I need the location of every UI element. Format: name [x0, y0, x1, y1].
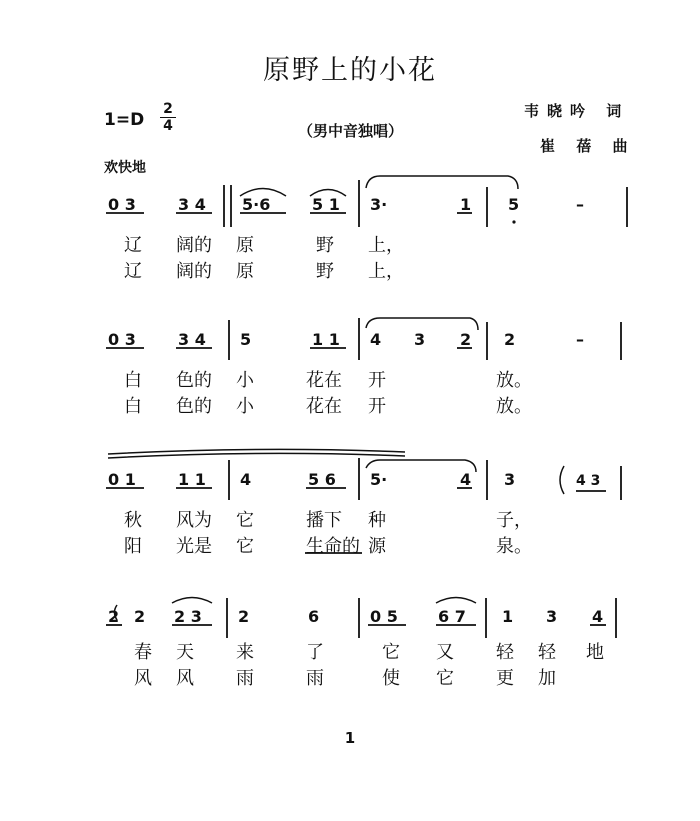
lyric: 地 [586, 642, 604, 663]
key-signature: 1=D [104, 110, 145, 130]
note-group: 1 1 [178, 470, 206, 489]
note-group: 6 [308, 607, 320, 626]
note-group: 2 [134, 607, 146, 626]
lyric: 春 [134, 642, 152, 663]
lyric: 风 [176, 668, 194, 689]
lyric: 放。 [496, 370, 532, 391]
note-group: 6 7 [438, 607, 466, 626]
lyric: 上， [368, 235, 404, 256]
note-group: 3 [504, 470, 516, 489]
lyric: 野 [316, 261, 334, 282]
note-group: 1 [460, 195, 472, 214]
note-group: 3 4 [178, 195, 206, 214]
page-number: 1 [344, 729, 356, 747]
lyric: 白 [124, 396, 142, 417]
note-group: 2 [108, 607, 120, 626]
lyricist-credit: 韦晓吟 词 [524, 102, 630, 120]
lyric: 风为 [176, 510, 212, 531]
lyric: 阔的 [176, 235, 212, 256]
lyric: 了 [306, 642, 324, 663]
lyric: 色的 [176, 396, 212, 417]
lyric: 它 [236, 536, 254, 557]
lyric: 开 [368, 396, 386, 417]
note-group: 0 1 [108, 470, 136, 489]
time-signature [160, 101, 176, 134]
lyric: 源 [368, 536, 386, 557]
note-group: 5 [508, 195, 520, 214]
note-group: 4 [370, 330, 382, 349]
note-group: 0 3 [108, 330, 136, 349]
note-group: 5 1 [312, 195, 340, 214]
lyric: 秋 [124, 510, 142, 531]
lyric: 阔的 [176, 261, 212, 282]
lyric: 来 [236, 642, 254, 663]
lyric: 轻 [538, 642, 556, 663]
song-title: 原野上的小花 [263, 55, 437, 86]
lyric: 原 [236, 261, 254, 282]
lyric: 它 [382, 642, 400, 663]
lyric: 它 [436, 668, 454, 689]
lyric: 白 [124, 370, 142, 391]
lyric: 光是 [176, 536, 212, 557]
performance-note: （男中音独唱） [298, 122, 404, 140]
composer-credit: 崔 蓓 曲 [540, 137, 636, 155]
note-group: 2 [460, 330, 472, 349]
meter-top: 2 [163, 101, 173, 117]
note-group: 4 3 [576, 473, 601, 489]
note-group: 3· [370, 195, 388, 214]
lyric: 上， [368, 261, 404, 282]
lyric: 播下 [306, 510, 342, 531]
lyric: 它 [236, 510, 254, 531]
note-group: 2 [238, 607, 250, 626]
lyric: 野 [316, 235, 334, 256]
note-group: 0 5 [370, 607, 398, 626]
lyric: 花在 [306, 396, 342, 417]
lyric: 更 [496, 668, 514, 689]
lyric: 雨 [306, 668, 324, 689]
note-group: 2 [504, 330, 516, 349]
lyric: 生命的 [306, 536, 360, 557]
lyric: 放。 [496, 396, 532, 417]
note-group: 3 [414, 330, 426, 349]
lyric: 天 [176, 642, 194, 663]
lyric: 阳 [124, 536, 142, 557]
lyric: 种 [368, 510, 386, 531]
note-group: 3 4 [178, 330, 206, 349]
note-hold: – [576, 195, 584, 214]
note-group: 5 6 [308, 470, 336, 489]
lyric: 开 [368, 370, 386, 391]
lyric: 辽 [124, 261, 142, 282]
note-group: 3 [546, 607, 558, 626]
lyric: 辽 [124, 235, 142, 256]
note-group: 4 [240, 470, 252, 489]
lyric: 雨 [236, 668, 254, 689]
lyric: 使 [382, 668, 400, 689]
lyric: 原 [236, 235, 254, 256]
note-group: 0 3 [108, 195, 136, 214]
note-group: 1 [502, 607, 514, 626]
tempo-marking: 欢快地 [104, 160, 146, 176]
lyric: 又 [436, 642, 454, 663]
note-group: 2 3 [174, 607, 202, 626]
meter-bottom: 4 [163, 118, 173, 134]
note-group: 4 [460, 470, 472, 489]
lyric: 小 [236, 396, 254, 417]
note-hold: – [576, 330, 584, 349]
lyric: 子， [496, 510, 532, 531]
note-group: 5·6 [242, 195, 271, 214]
lyric: 轻 [496, 642, 514, 663]
note-group: 1 1 [312, 330, 340, 349]
lyric: 花在 [306, 370, 342, 391]
note-group: 4 [592, 607, 604, 626]
lyric: 小 [236, 370, 254, 391]
lyric: 色的 [176, 370, 212, 391]
note-group: 5 [240, 330, 252, 349]
lyric: 加 [538, 668, 556, 689]
lyric: 风 [134, 668, 152, 689]
lyric: 泉。 [496, 536, 532, 557]
note-group: 5· [370, 470, 388, 489]
